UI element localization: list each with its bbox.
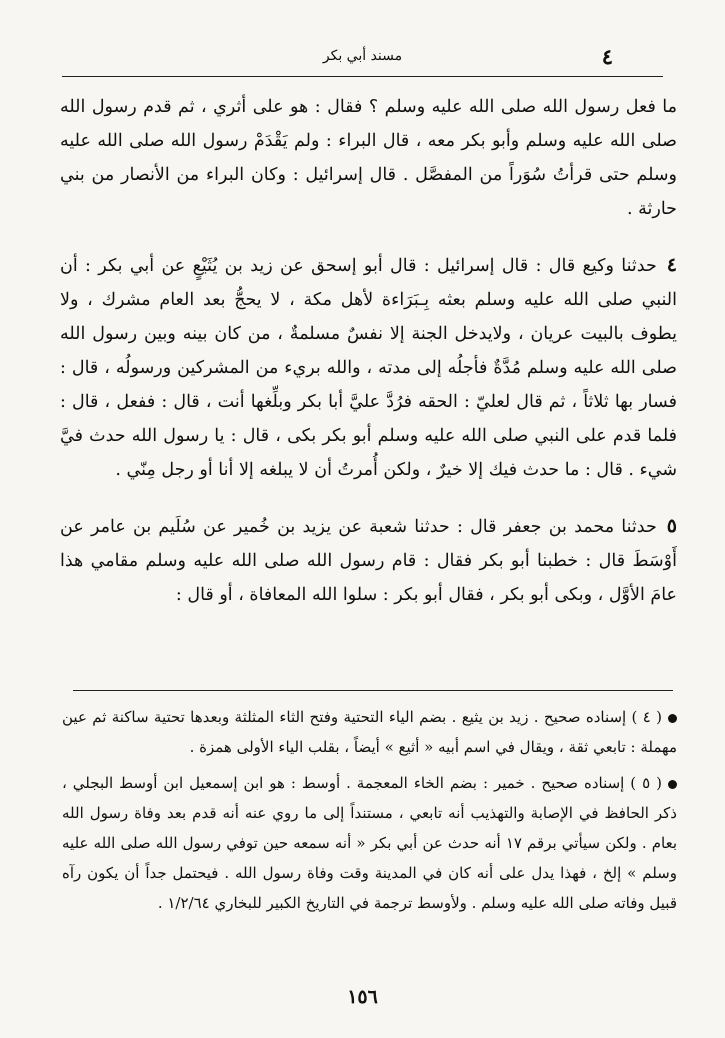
hadith-text: حدثنا وكيع قال : قال إسرائيل : قال أبو إسحق عن زيد بن يُثَيْعٍ عن أبي بكر : أن النبي صلى الله عليه وسلم بعثه بِـبَرَاءة لأهل مكة ، لا يحجُّ بعد العام مشرك ، ولا يطوف بالبيت عريان ، ولايدخل الجنة إلا نفسٌ مسلمةٌ ، من كان بينه وبين رسول الله صلى الله عليه وسلم مُدَّةٌ فأجلُه إلى مدته ، والله بريء من المشركين ورسولُه ، قال : فسار بها ثلاثاً ، ثم قال لعليّ : الحقه فرُدَّ عليَّ أبا بكر وبلِّغها أنت ، قال : ففعل ، قال : فلما قدم على النبي صلى الله عليه وسلم أبو بكر بكى ، قال : يا رسول الله حدث فيَّ شيء . قال : ما حدث فيك إلا خيرٌ ، ولكن أُمرتُ أن لا يبلغه إلا أنا أو رجل مِنّي . [60,256,677,480]
footnote-4 [62,702,677,762]
footnote-separator [73,690,673,691]
footnote-5 [62,768,677,918]
bullet-icon [668,780,677,789]
bullet-icon [668,714,677,723]
hadith-number: ٤ [666,254,677,276]
footnotes [62,702,677,924]
running-title: مسند أبي بكر [322,48,403,64]
main-text [60,90,677,612]
hadith-number: ٥ [666,515,677,537]
hadith-4 [60,248,677,487]
page-number: ٤ [601,44,613,69]
footnote-text: ( ٤ ) إسناده صحيح . زيد بن يثيع . بضم الياء التحتية وفتح الثاء المثلثة وبعدها تحتية ساكنة ثم عين مهملة : تابعي ثقة ، ويقال في اسم أبيه « أثيع » أيضاً ، بقلب الياء الأولى همزة . [62,708,677,756]
page-header [62,40,663,77]
hadith-text: حدثنا محمد بن جعفر قال : حدثنا شعبة عن يزيد بن خُمير عن سُلَيم بن عامر عن أَوْسَطَ قال : خطبنا أبو بكر فقال : قام رسول الله صلى الله عليه وسلم مقامي هذا عامَ الأوَّل ، وبكى أبو بكر ، فقال أبو بكر : سلوا الله المعافاة ، أو قال : [60,517,677,605]
folio-number: ١٥٦ [347,986,378,1008]
hadith-5 [60,509,677,612]
paragraph-continuation: ما فعل رسول الله صلى الله عليه وسلم ؟ فقال : هو على أثري ، ثم قدم رسول الله صلى الله عليه وسلم وأبو بكر معه ، قال البراء : ولم يَقْدَمْ رسول الله صلى الله عليه وسلم حتى قرأتُ سُوَراً من المفصَّل . قال إسرائيل : وكان البراء من الأنصار من بني حارثة . [60,97,677,219]
footnote-text: ( ٥ ) إسناده صحيح . خمير : بضم الخاء المعجمة . أوسط : هو ابن إسمعيل ابن أوسط البجلي ، ذكر الحافظ في الإصابة والتهذيب أنه تابعي ، مستنداً إلى ما روي عنه أنه قدم بعد وفاة رسول الله بعام . ولكن سيأتي برقم ١٧ أنه حدث عن أبي بكر « أنه سمعه حين توفي رسول الله صلى الله عليه وسلم » إلخ ، فهذا يدل على أنه كان في المدينة وقت وفاة رسول الله . فيحتمل جداً أن يكون رآه قبيل وفاته صلى الله عليه وسلم . ولأوسط ترجمة في التاريخ الكبير للبخاري ١/٢/٦٤ . [62,774,677,912]
